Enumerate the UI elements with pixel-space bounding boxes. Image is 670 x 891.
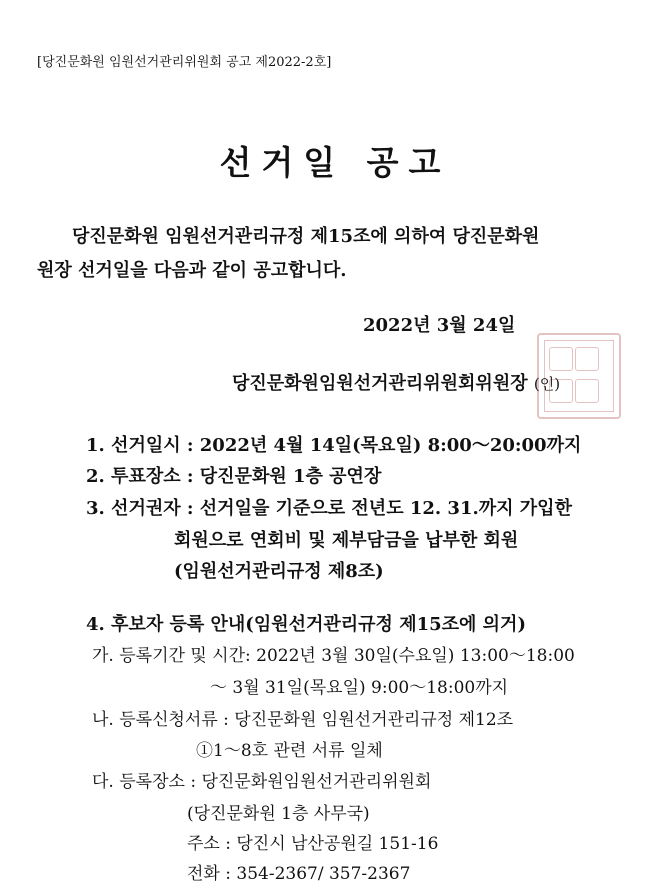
item-candidate-registration: 4. 후보자 등록 안내(임원선거관리규정 제15조에 의거)	[86, 614, 526, 635]
sub-address: 주소 : 당진시 남산공원길 151-16	[187, 834, 439, 854]
item-voters: 3. 선거권자 : 선거일을 기준으로 전년도 12. 31.까지 가입한	[86, 498, 572, 519]
intro-line-2: 원장 선거일을 다음과 같이 공고합니다.	[37, 260, 347, 281]
document-title: 선거일 공고	[219, 143, 451, 182]
committee-chair-name: 당진문화원임원선거관리위원회위원장	[232, 373, 528, 394]
item-election-datetime: 1. 선거일시 : 2022년 4월 14일(목요일) 8:00～20:00까지	[86, 435, 582, 456]
item-voters-cont: 회원으로 연회비 및 제부담금을 납부한 회원	[174, 530, 519, 551]
sub-registration-documents-cont: ①1～8호 관련 서류 일체	[196, 741, 383, 761]
committee-chair	[232, 369, 560, 395]
item-voting-place: 2. 투표장소 : 당진문화원 1층 공연장	[86, 466, 382, 487]
sub-registration-period-cont: ～ 3월 31일(목요일) 9:00～18:00까지	[210, 678, 509, 698]
document-number: [당진문화원 임원선거관리위원회 공고 제2022-2호]	[37, 55, 332, 70]
sub-registration-period: 가. 등록기간 및 시간: 2022년 3월 30일(수요일) 13:00～18:00	[92, 646, 575, 666]
seal-mark: (인)	[533, 375, 561, 393]
sub-registration-place-detail: (당진문화원 1층 사무국)	[187, 804, 370, 824]
intro-line-1: 당진문화원 임원선거관리규정 제15조에 의하여 당진문화원	[72, 226, 540, 247]
sub-registration-documents: 나. 등록신청서류 : 당진문화원 임원선거관리규정 제12조	[92, 710, 514, 730]
announcement-date: 2022년 3월 24일	[363, 315, 516, 336]
item-voters-ref: (임원선거관리규정 제8조)	[174, 561, 384, 582]
sub-registration-place: 다. 등록장소 : 당진문화원임원선거관리위원회	[92, 772, 432, 792]
sub-phone: 전화 : 354-2367/ 357-2367	[187, 864, 411, 884]
